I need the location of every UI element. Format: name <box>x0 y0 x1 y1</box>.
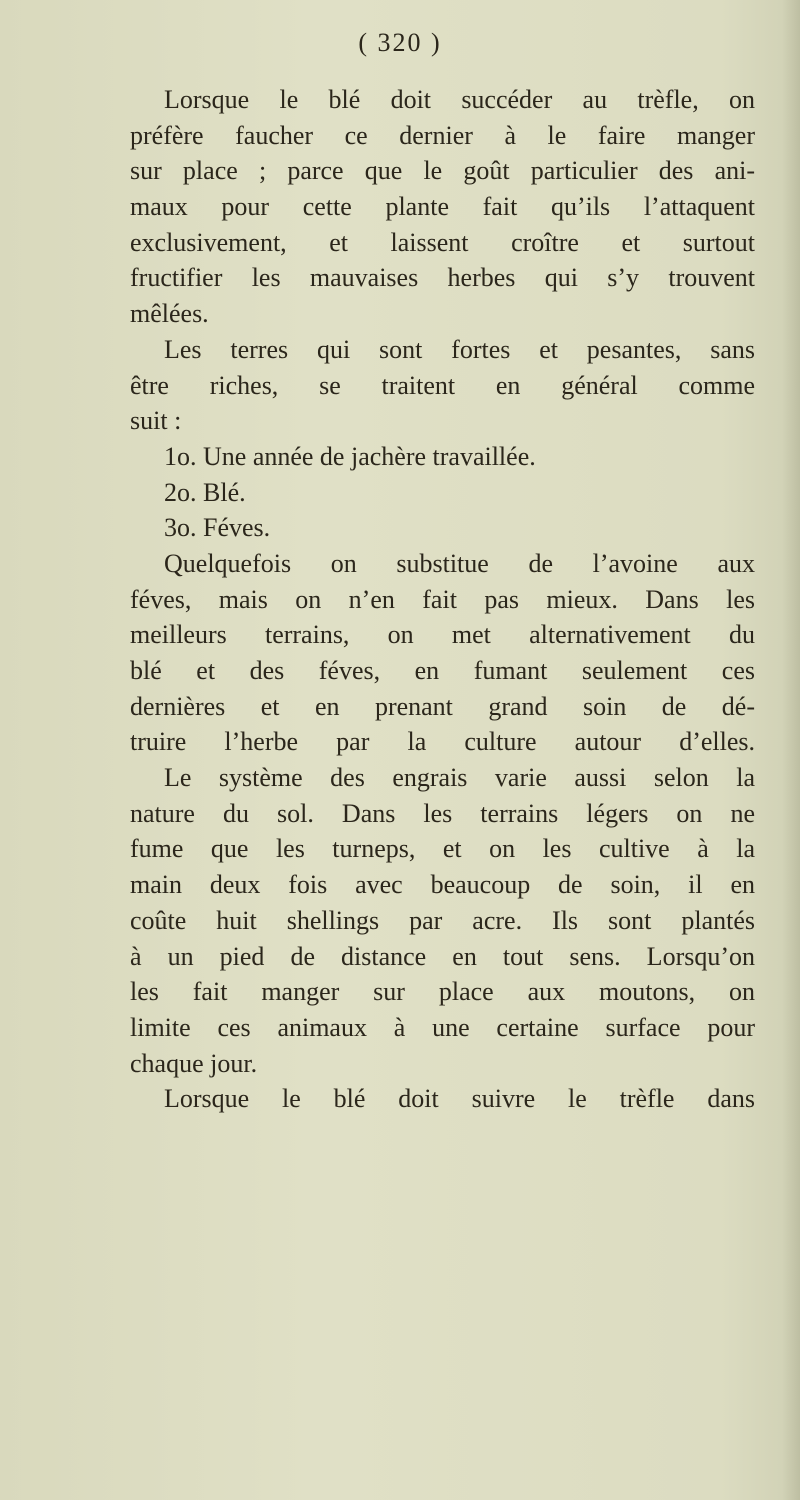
text-line: truire l’herbe par la culture autour d’elles. <box>130 727 755 757</box>
text-line: coûte huit shellings par acre. Ils sont plantés <box>130 905 755 935</box>
text-line: Le système des engrais varie aussi selon la <box>164 763 755 793</box>
list-item: 1o. Une année de jachère travaillée. <box>164 441 536 471</box>
text-line: maux pour cette plante fait qu’ils l’attaquent <box>130 192 755 222</box>
body-text <box>130 82 755 1117</box>
text-line: fructifier les mauvaises herbes qui s’y trouvent <box>130 263 755 293</box>
text-line: nature du sol. Dans les terrains légers on ne <box>130 798 755 828</box>
text-line: être riches, se traitent en général comme <box>130 370 755 400</box>
text-line: main deux fois avec beaucoup de soin, il en <box>130 870 755 900</box>
text-line: exclusivement, et laissent croître et surtout <box>130 227 755 257</box>
text-line: suit : <box>130 406 182 436</box>
page-number: ( 320 ) <box>358 28 442 57</box>
text-line: blé et des féves, en fumant seulement ces <box>130 656 755 685</box>
text-line: dernières et en prenant grand soin de dé- <box>130 691 755 721</box>
list-item: 2o. Blé. <box>164 477 246 507</box>
page-edge-shadow <box>782 0 800 1500</box>
list-item: 3o. Féves. <box>164 513 271 543</box>
text-line: mêlées. <box>130 299 209 329</box>
text-line: Lorsque le blé doit succéder au trèfle, on <box>164 85 755 114</box>
text-line: Quelquefois on substitue de l’avoine aux <box>164 548 755 578</box>
text-line: les fait manger sur place aux moutons, on <box>130 977 755 1007</box>
text-line: Lorsque le blé doit suivre le trèfle dans <box>164 1084 755 1114</box>
text-line: sur place ; parce que le goût particulier des ani- <box>130 156 755 186</box>
text-line: fume que les turneps, et on les cultive à la <box>130 834 755 864</box>
text-line: Les terres qui sont fortes et pesantes, sans <box>164 334 755 364</box>
text-line: meilleurs terrains, on met alternativement du <box>130 620 755 650</box>
text-line: à un pied de distance en tout sens. Lorsqu’on <box>130 941 755 971</box>
text-line: féves, mais on n’en fait pas mieux. Dans les <box>130 584 755 614</box>
text-line: chaque jour. <box>130 1048 258 1078</box>
text-line: préfère faucher ce dernier à le faire manger <box>130 120 755 150</box>
text-line: limite ces animaux à une certaine surface pour <box>130 1012 755 1042</box>
